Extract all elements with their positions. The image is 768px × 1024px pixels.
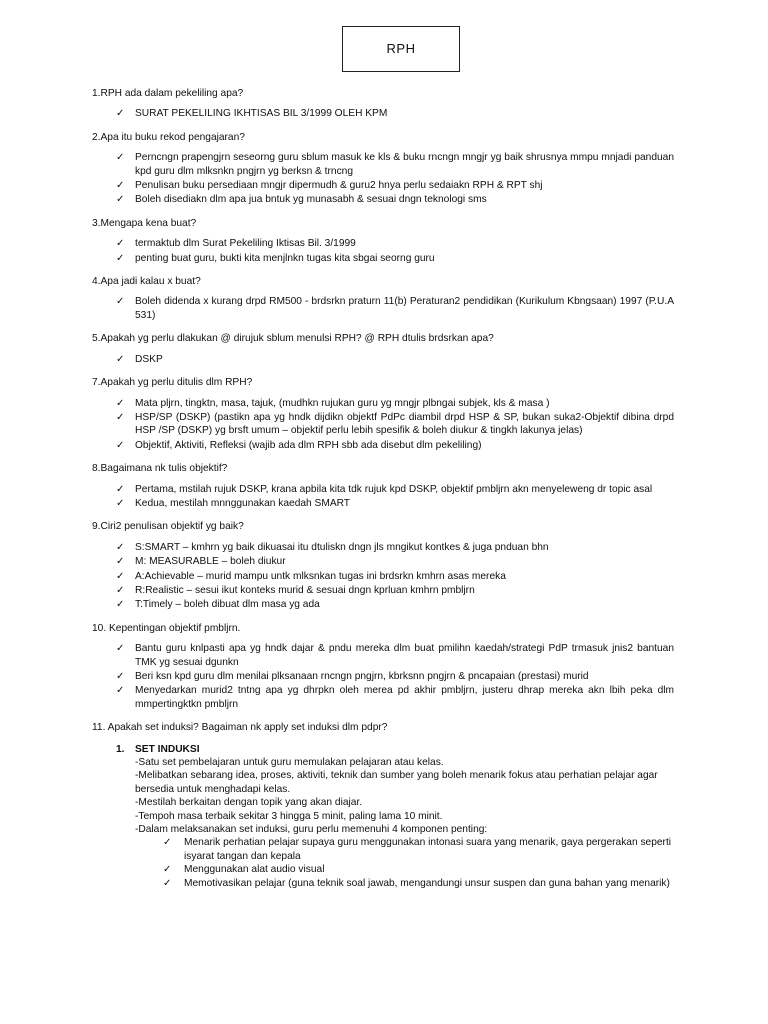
component-item (135, 863, 674, 876)
description-line: -Tempoh masa terbaik sekitar 3 hingga 5 minit, paling lama 10 minit. (135, 810, 443, 822)
answer-item (92, 411, 674, 438)
answer-item (92, 642, 674, 669)
description-line: -Mestilah berkaitan dengan topik yang akan diajar. (135, 797, 363, 809)
answer-item (92, 252, 674, 265)
document-title-box (342, 26, 460, 72)
component-text: Memotivasikan pelajar (guna teknik soal jawab, mengandungi unsur suspen dan guna bahan yang menarik) (184, 877, 670, 889)
set-induksi-item (92, 743, 674, 890)
checkmark-icon: ✓ (116, 252, 125, 264)
question-heading: 8.Bagaimana nk tulis objektif? (92, 463, 228, 475)
answer-list (92, 237, 674, 265)
answer-item (92, 237, 674, 250)
answer-text: A:Achievable – murid mampu untk mlksnkan tugas ini brdsrkn kmhrn asas mereka (135, 570, 506, 582)
answer-item (92, 497, 674, 510)
answer-text: Objektif, Aktiviti, Refleksi (wajib ada dlm RPH sbb ada disebut dlm pekeliling) (135, 439, 482, 451)
answer-item (92, 684, 674, 711)
answer-text: Mata pljrn, tingktn, masa, tajuk, (mudhkn rujukan guru yg mngjr plbngai subjek, kls & masa ) (135, 397, 550, 409)
answer-text: termaktub dlm Surat Pekeliling Iktisas Bil. 3/1999 (135, 238, 356, 250)
answer-list (92, 483, 674, 511)
answer-item (92, 295, 674, 322)
answer-item (92, 151, 674, 178)
checkmark-icon: ✓ (116, 108, 125, 120)
description-line: -Satu set pembelajaran untuk guru memulakan pelajaran atau kelas. (135, 757, 444, 769)
checkmark-icon: ✓ (116, 353, 125, 365)
answer-text: HSP/SP (DSKP) (pastikn apa yg hndk dijdikn objektf PdPc diambil drpd HSP & SP, bukan suka2-Objektif dibina drpd HSP /SP (DSKP) yg brsft umum – objektif perlu lebih spesifik & boleh diukur & tingkh lakunya jelas) (135, 411, 674, 437)
answer-list (92, 295, 674, 322)
checkmark-icon: ✓ (116, 685, 125, 697)
checkmark-icon: ✓ (116, 584, 125, 596)
answer-list (92, 151, 674, 207)
answer-item (92, 193, 674, 206)
answer-list (92, 642, 674, 711)
numbered-list (92, 743, 674, 890)
answer-item (92, 107, 674, 120)
question-heading: 2.Apa itu buku rekod pengajaran? (92, 131, 245, 143)
answer-text: Kedua, mestilah mnnggunakan kaedah SMART (135, 497, 351, 509)
checkmark-icon: ✓ (163, 837, 172, 849)
answer-item (92, 397, 674, 410)
answer-list (92, 353, 674, 366)
answer-item (92, 584, 674, 597)
checkmark-icon: ✓ (116, 180, 125, 192)
answer-list (92, 107, 674, 120)
answer-item (92, 598, 674, 611)
checkmark-icon: ✓ (116, 194, 125, 206)
answer-text: M: MEASURABLE – boleh diukur (135, 556, 286, 568)
component-text: Menarik perhatian pelajar supaya guru menggunakan intonasi suara yang menarik, gaya pergerakan seperti isyarat tangan dan kepala (184, 837, 672, 862)
answer-item (92, 555, 674, 568)
component-list (135, 836, 674, 890)
answer-text: Penulisan buku persediaan mngjr dipermudh & guru2 hnya perlu sedaiakn RPH & RPT shj (135, 180, 543, 192)
answer-text: T:Timely – boleh dibuat dlm masa yg ada (135, 599, 320, 611)
question-heading: 3.Mengapa kena buat? (92, 217, 197, 229)
checkmark-icon: ✓ (116, 556, 125, 568)
checkmark-icon: ✓ (116, 570, 125, 582)
checkmark-icon: ✓ (116, 439, 125, 451)
answer-list (92, 541, 674, 612)
answer-item (92, 439, 674, 452)
checkmark-icon: ✓ (116, 397, 125, 409)
checkmark-icon: ✓ (116, 643, 125, 655)
question-heading: 1.RPH ada dalam pekeliling apa? (92, 88, 244, 99)
answer-text: penting buat guru, bukti kita menjlnkn tugas kita sbgai seorng guru (135, 252, 435, 264)
answer-text: Bantu guru knlpasti apa yg hndk dajar & pndu mereka dlm buat pmilihn kaedah/strategi PdP trmasuk jnis2 bantuan TMK yg sesuai dgunkn (135, 643, 674, 668)
answer-item (92, 670, 674, 683)
answer-item (92, 570, 674, 583)
checkmark-icon: ✓ (116, 152, 125, 164)
description-line: -Dalam melaksanakan set induksi, guru perlu memenuhi 4 komponen penting: (135, 824, 488, 836)
checkmark-icon: ✓ (116, 541, 125, 553)
answer-item (92, 483, 674, 496)
answer-text: DSKP (135, 353, 163, 365)
answer-text: Beri ksn kpd guru dlm menilai plksanaan rncngn pngjrn, kbrksnn pngjrn & pncapaian (prestasi) murid (135, 671, 589, 682)
question-heading: 11. Apakah set induksi? Bagaiman nk apply set induksi dlm pdpr? (92, 722, 388, 734)
answer-text: Pertama, mstilah rujuk DSKP, krana apbila kita tdk rujuk kpd DSKP, objektif pmbljrn akn menyeleweng dr topic asal (135, 483, 653, 495)
component-item (135, 877, 674, 890)
checkmark-icon: ✓ (116, 238, 125, 250)
document-body (92, 87, 674, 890)
description-line: -Melibatkan sebarang idea, proses, aktiviti, teknik dan sumber yang boleh menarik fokus atau perhatian pelajar agar bersedia untuk menghadapi kelas. (135, 770, 658, 795)
answer-text: Boleh disediakn dlm apa jua bntuk yg munasabh & sesuai dngn teknologi sms (135, 194, 487, 206)
component-text: Menggunakan alat audio visual (184, 864, 325, 876)
answer-item (92, 179, 674, 192)
component-item (135, 836, 674, 863)
answer-text: S:SMART – kmhrn yg baik dikuasai itu dtuliskn dngn jls mngikut kontkes & juga pnduan bhn (135, 541, 549, 553)
question-heading: 5.Apakah yg perlu dlakukan @ dirujuk sblum menulsi RPH? @ RPH dtulis brdsrkan apa? (92, 333, 494, 345)
checkmark-icon: ✓ (116, 599, 125, 611)
question-heading: 10. Kepentingan objektif pmbljrn. (92, 622, 241, 634)
checkmark-icon: ✓ (163, 877, 172, 889)
answer-text: Menyedarkan murid2 tntng apa yg dhrpkn oleh merea pd akhir pmbljrn, justeru dhrap mereka akn lbih peka dlm mmpertingktkn pmbljrn (135, 685, 674, 710)
item-heading: SET INDUKSI (135, 743, 200, 755)
item-number: 1. (116, 743, 125, 755)
checkmark-icon: ✓ (116, 411, 125, 423)
answer-item (92, 541, 674, 554)
answer-text: Perncngn prapengjrn seseorng guru sblum masuk ke kls & buku rncngn mngjr yg baik shrusnya mmpu mnjadi panduan kpd guru dlm mlksnkn pngjrn yg berksn & trncng (135, 152, 674, 177)
answer-item (92, 353, 674, 366)
question-heading: 4.Apa jadi kalau x buat? (92, 276, 201, 288)
question-heading: 7.Apakah yg perlu ditulis dlm RPH? (92, 377, 253, 389)
checkmark-icon: ✓ (116, 671, 125, 682)
document-title: RPH (386, 41, 416, 57)
answer-text: SURAT PEKELILING IKHTISAS BIL 3/1999 OLEH KPM (135, 108, 388, 120)
answer-text: R:Realistic – sesui ikut konteks murid & sesuai dngn kprluan kmhrn pmbljrn (135, 584, 475, 596)
checkmark-icon: ✓ (163, 864, 172, 876)
checkmark-icon: ✓ (116, 497, 125, 509)
checkmark-icon: ✓ (116, 483, 125, 495)
checkmark-icon: ✓ (116, 296, 125, 308)
answer-list (92, 397, 674, 453)
question-heading: 9.Ciri2 penulisan objektif yg baik? (92, 521, 244, 533)
answer-text: Boleh didenda x kurang drpd RM500 - brdsrkn praturn 11(b) Peraturan2 pendidikan (Kurikulum Kbngsaan) 1997 (P.U.A 531) (135, 296, 674, 321)
